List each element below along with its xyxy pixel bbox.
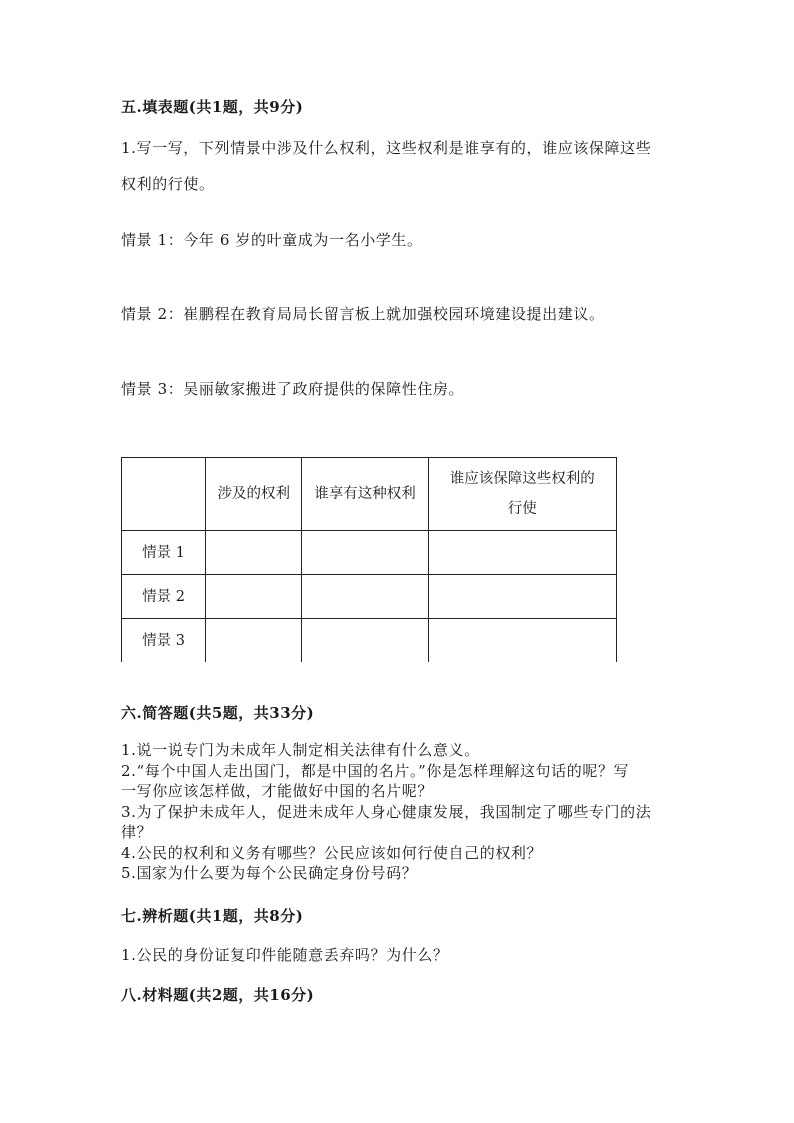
answer-cell[interactable]	[206, 531, 302, 575]
answer-cell[interactable]	[428, 531, 616, 575]
answer-cell[interactable]	[428, 619, 616, 663]
answer-cell[interactable]	[302, 531, 428, 575]
row-label-2: 情景 2	[122, 575, 206, 619]
scenario-2: 情景 2：崔鹏程在教育局局长留言板上就加强校园环境建设提出建议。	[121, 305, 605, 323]
section6-q3-line2: 律？	[121, 823, 153, 841]
header-who-guarantees-line2: 行使	[507, 501, 537, 517]
header-rights: 涉及的权利	[206, 458, 302, 531]
scenario-3: 情景 3：吴丽敏家搬进了政府提供的保障性住房。	[121, 380, 465, 398]
table-row	[122, 531, 617, 575]
row-label-1: 情景 1	[122, 531, 206, 575]
section6-q5: 5.国家为什么要为每个公民确定身份号码？	[121, 864, 418, 882]
scenario-1: 情景 1：今年 6 岁的叶童成为一名小学生。	[121, 231, 423, 249]
answer-cell[interactable]	[206, 619, 302, 663]
answer-cell[interactable]	[428, 575, 616, 619]
table-corner-cell	[122, 458, 206, 531]
header-who-guarantees-line1: 谁应该保障这些权利的	[449, 471, 595, 487]
section6-heading: 六.简答题(共5题，共33分)	[121, 704, 315, 722]
header-who-enjoys: 谁享有这种权利	[302, 458, 428, 531]
section6-q2-line1: 2.“每个中国人走出国门，都是中国的名片。”你是怎样理解这句话的呢？写	[121, 761, 630, 780]
section7-q1: 1.公民的身份证复印件能随意丢弃吗？为什么？	[121, 946, 449, 964]
table-header-row	[122, 458, 617, 531]
header-who-guarantees	[428, 458, 616, 531]
section5-heading: 五.填表题(共1题，共9分)	[121, 98, 304, 116]
section6-q1: 1.说一说专门为未成年人制定相关法律有什么意义。	[121, 741, 480, 759]
answer-table	[121, 457, 617, 662]
table-row	[122, 619, 617, 663]
section6-question-list	[121, 740, 651, 884]
section5-question-line1: 1.写一写，下列情景中涉及什么权利，这些权利是谁享有的，谁应该保障这些	[121, 139, 652, 157]
row-label-3: 情景 3	[122, 619, 206, 663]
answer-cell[interactable]	[302, 575, 428, 619]
section6-q2-line2: 一写你应该怎样做，才能做好中国的名片呢？	[121, 782, 434, 800]
section5-question-line2: 权利的行使。	[121, 175, 215, 193]
table-row	[122, 575, 617, 619]
answer-cell[interactable]	[206, 575, 302, 619]
section6-q3-line1: 3.为了保护未成年人，促进未成年人身心健康发展，我国制定了哪些专门的法	[121, 802, 652, 821]
section6-q4: 4.公民的权利和义务有哪些？公民应该如何行使自己的权利？	[121, 843, 543, 862]
section7-heading: 七.辨析题(共1题，共8分)	[121, 907, 304, 925]
section8-heading: 八.材料题(共2题，共16分)	[121, 986, 315, 1004]
answer-cell[interactable]	[302, 619, 428, 663]
